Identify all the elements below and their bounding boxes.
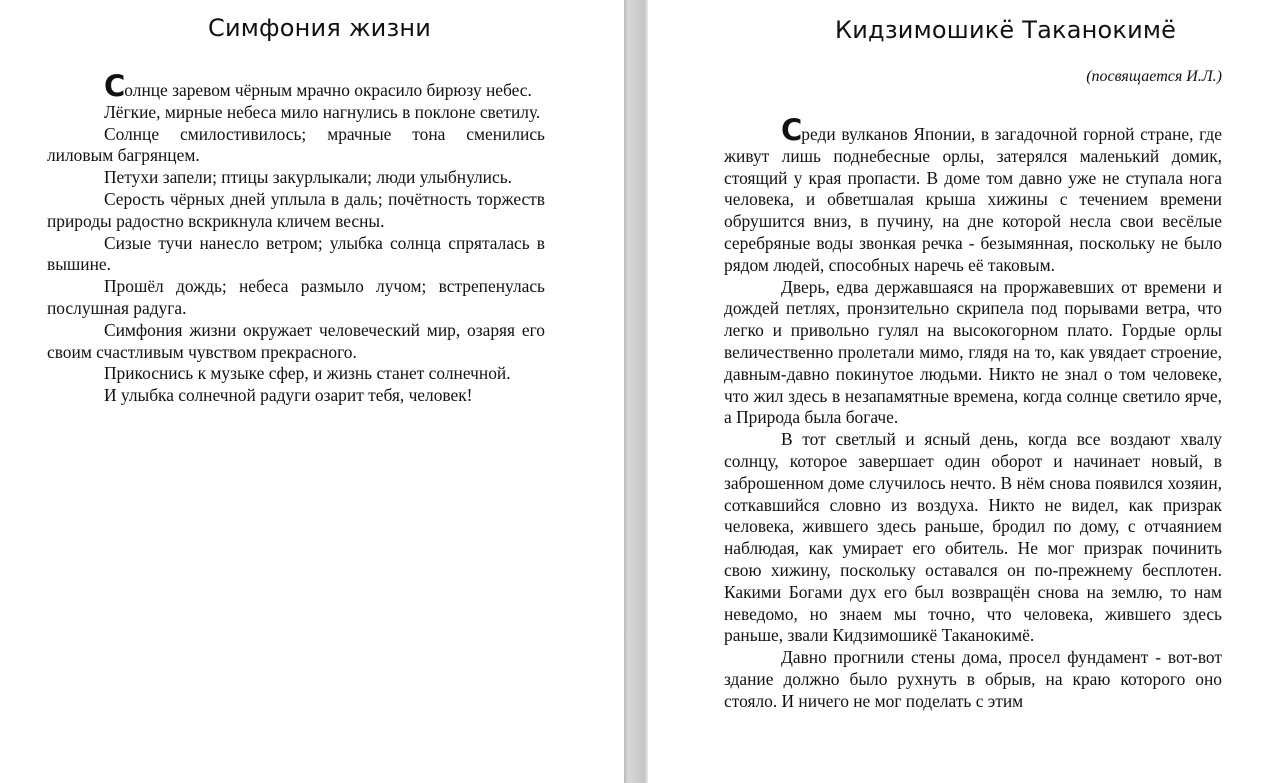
paragraph-text: олнце заревом чёрным мрачно окрасило бирюзу небес. — [124, 80, 532, 100]
paragraph — [47, 102, 545, 124]
paragraph — [47, 385, 545, 407]
paragraph-text: реди вулканов Японии, в загадочной горной стране, где живут лишь поднебесные орлы, затерялся маленький домик, стоящий у края пропасти. В доме том давно уже не ступала нога человека, и обветшалая крыша хижины с течением времени обрушится вниз, в пучину, на дне которой несла свои весёлые серебряные воды звонкая речка - безымянная, поскольку не было рядом людей, способных наречь её таковым. — [724, 124, 1222, 275]
paragraph-text: И улыбка солнечной радуги озарит тебя, человек! — [104, 385, 473, 406]
paragraph — [724, 647, 1222, 712]
paragraph — [724, 113, 1222, 277]
story-body — [724, 113, 1222, 713]
paragraph — [47, 233, 545, 277]
drop-cap: С — [781, 113, 802, 147]
paragraph-text: Дверь, едва державшаяся на проржавевших от времени и дождей петлях, пронзительно скрипела под порывами ветра, что легко и привольно гулял на высокогорном плато. Гордые орлы величественно пролетали мимо, глядя на то, как увядает строение, давным-давно покинутое людьми. Никто не знал о том человеке, что жил здесь в незапамятные времена, когда солнце светило ярче, а Природа была богаче. — [724, 276, 1222, 428]
paragraph-text: Прикоснись к музыке сфер, и жизнь станет солнечной. — [104, 363, 511, 384]
paragraph — [47, 167, 545, 189]
paragraph — [47, 320, 545, 364]
paragraph-text: Прошёл дождь; небеса размыло лучом; встрепенулась послушная радуга. — [47, 276, 545, 318]
paragraph-text: Серость чёрных дней уплыла в даль; почётность торжеств природы радостно вскрикнула кличем весны. — [47, 188, 545, 231]
paragraph-text: В тот светлый и ясный день, когда все воздают хвалу солнцу, которое завершает один оборот и начинает новый, в заброшенном доме случилось нечто. В нём снова появился хозяин, соткавшийся словно из воздуха. Никто не видел, как призрак человека, жившего здесь раньше, бродил по дому, с отчаянием наблюдая, как умирает его обитель. Не мог призрак починить свою хижину, поскольку оставался он по-прежнему бесплотен. Какими Богами дух его был возвращён снова на землю, то нам неведомо, но знаем мы точно, что человека, жившего здесь раньше, звали Кидзимошикё Таканокимё. — [724, 429, 1222, 646]
dedication: (посвящается И.Л.) — [1086, 68, 1222, 85]
page-gutter — [624, 0, 648, 783]
drop-cap: С — [104, 69, 125, 103]
paragraph-text: Лёгкие, мирные небеса мило нагнулись в поклоне светилу. — [104, 101, 541, 122]
paragraph-text: Давно прогнили стены дома, просел фундамент - вот-вот здание должно было рухнуть в обрыв, на краю которого оно стояло. И ничего не мог поделать с этим — [724, 647, 1222, 711]
paragraph-text: Симфония жизни окружает человеческий мир, озаряя его своим счастливым чувством прекрасного. — [47, 319, 545, 362]
poem-title: Симфония жизни — [208, 14, 432, 42]
poem-body — [47, 69, 545, 407]
paragraph — [724, 277, 1222, 430]
paragraph-text: Петухи запели; птицы закурлыкали; люди улыбнулись. — [104, 167, 512, 188]
paragraph — [47, 189, 545, 233]
paragraph — [47, 124, 545, 168]
paragraph — [724, 429, 1222, 647]
paragraph — [47, 69, 545, 103]
paragraph-text: Сизые тучи нанесло ветром; улыбка солнца спряталась в вышине. — [47, 232, 545, 275]
paragraph — [47, 363, 545, 385]
paragraph — [47, 276, 545, 320]
paragraph-text: Солнце смилостивилось; мрачные тона сменились лиловым багрянцем. — [47, 123, 545, 166]
story-title: Кидзимошикё Таканокимё — [835, 16, 1177, 44]
